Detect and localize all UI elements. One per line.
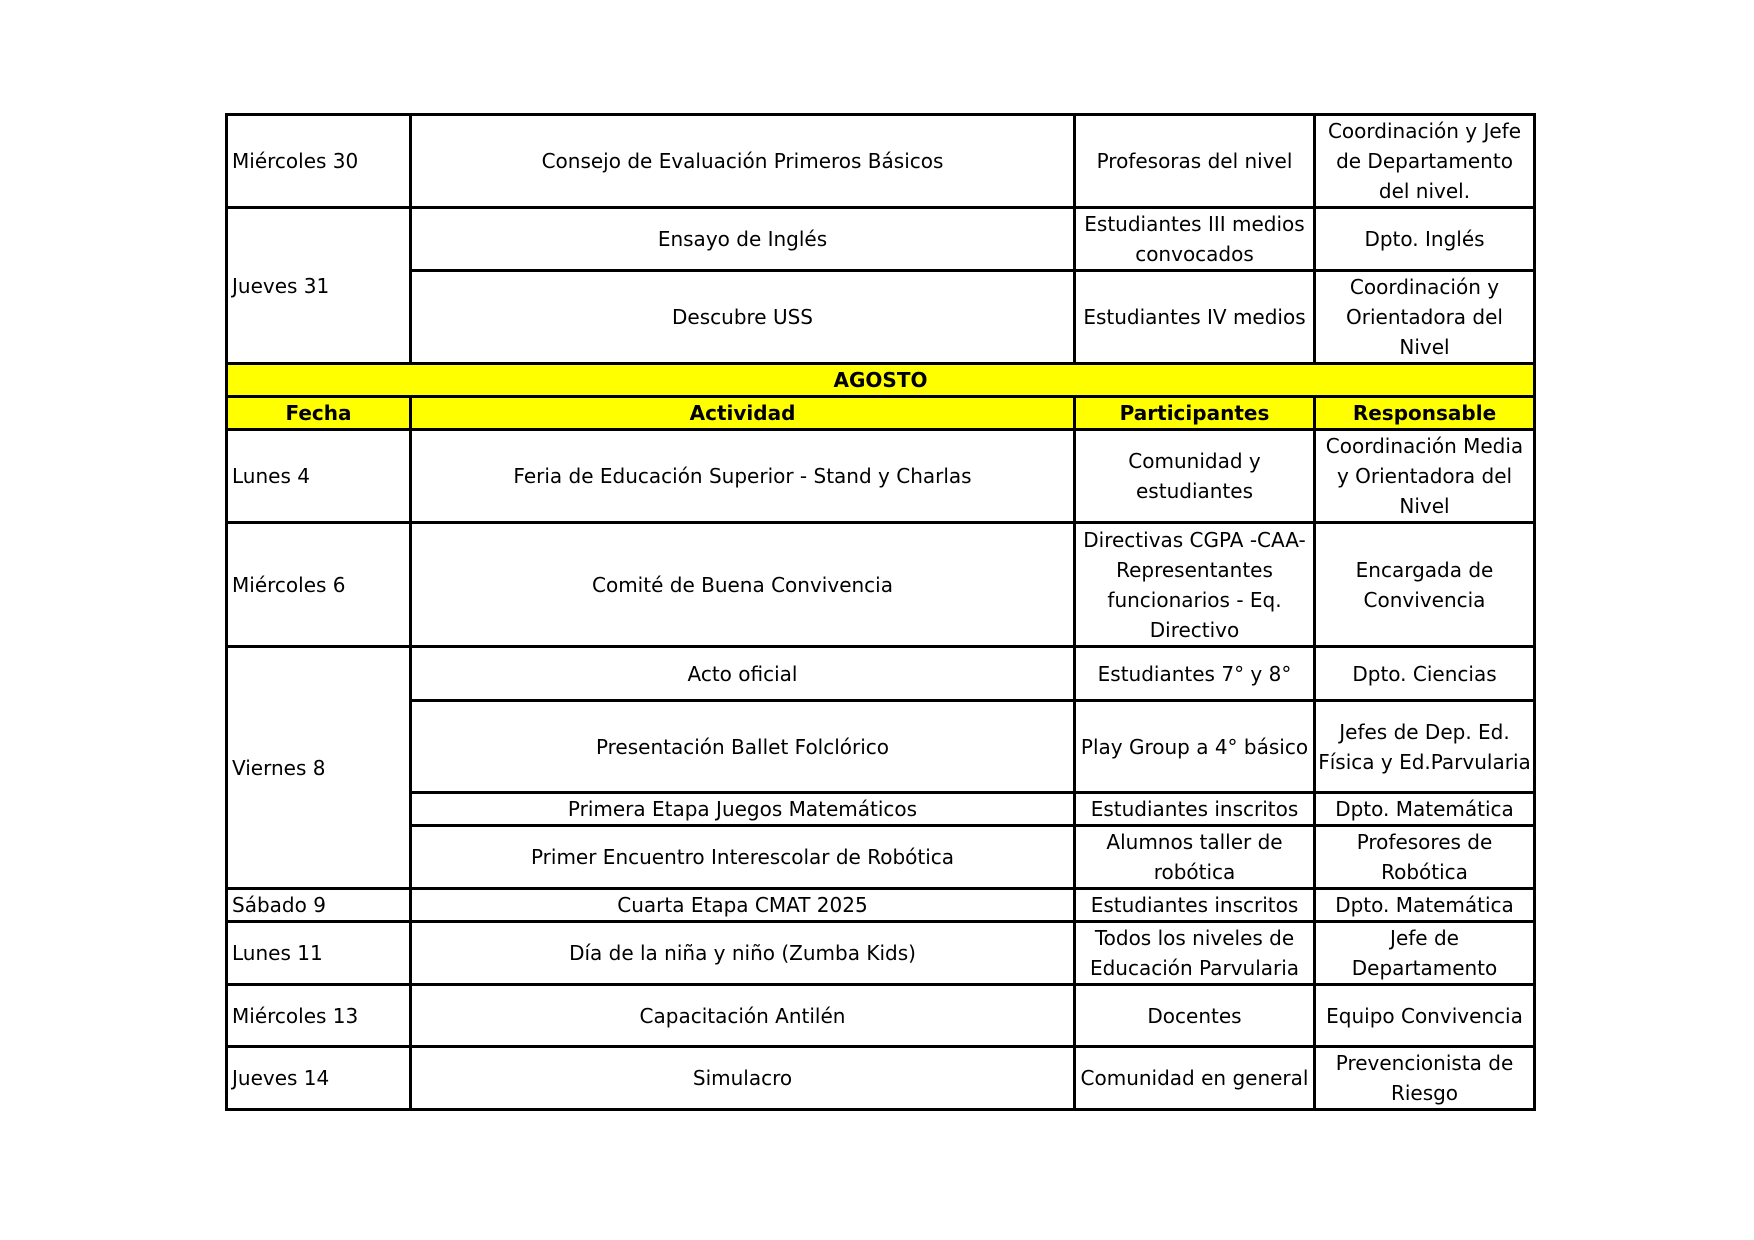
participants-cell: Comunidad en general [1075,1047,1315,1110]
participants-cell: Comunidad y estudiantes [1075,430,1315,523]
table-row [227,826,1535,889]
activity-cell: Día de la niña y niño (Zumba Kids) [411,922,1075,985]
date-cell: Sábado 9 [227,889,411,922]
activity-cell: Feria de Educación Superior - Stand y Charlas [411,430,1075,523]
activity-cell: Comité de Buena Convivencia [411,523,1075,647]
activity-cell: Simulacro [411,1047,1075,1110]
table-row [227,647,1535,701]
table-row [227,430,1535,523]
responsible-cell: Coordinación y Orientadora del Nivel [1315,271,1535,364]
participants-cell: Todos los niveles de Educación Parvularia [1075,922,1315,985]
table-row [227,922,1535,985]
participants-cell: Play Group a 4° básico [1075,701,1315,793]
table-row [227,985,1535,1047]
responsible-cell: Coordinación Media y Orientadora del Nivel [1315,430,1535,523]
table-row [227,208,1535,271]
participants-cell: Estudiantes III medios convocados [1075,208,1315,271]
activity-cell: Primera Etapa Juegos Matemáticos [411,793,1075,826]
table-row [227,1047,1535,1110]
participants-cell: Docentes [1075,985,1315,1047]
activity-cell: Cuarta Etapa CMAT 2025 [411,889,1075,922]
participants-cell: Estudiantes inscritos [1075,889,1315,922]
responsible-cell: Dpto. Matemática [1315,889,1535,922]
table-row [227,889,1535,922]
responsible-cell: Dpto. Matemática [1315,793,1535,826]
activity-schedule-table [225,113,1536,1111]
responsible-cell: Dpto. Ciencias [1315,647,1535,701]
participants-cell: Estudiantes IV medios [1075,271,1315,364]
header-actividad: Actividad [411,397,1075,430]
participants-cell: Estudiantes 7° y 8° [1075,647,1315,701]
responsible-cell: Coordinación y Jefe de Departamento del nivel. [1315,115,1535,208]
responsible-cell: Jefe de Departamento [1315,922,1535,985]
activity-cell: Consejo de Evaluación Primeros Básicos [411,115,1075,208]
participants-cell: Estudiantes inscritos [1075,793,1315,826]
participants-cell: Profesoras del nivel [1075,115,1315,208]
date-cell: Miércoles 13 [227,985,411,1047]
table-row [227,793,1535,826]
date-cell: Viernes 8 [227,647,411,889]
header-row [227,397,1535,430]
participants-cell: Alumnos taller de robótica [1075,826,1315,889]
table-row [227,271,1535,364]
date-cell: Jueves 14 [227,1047,411,1110]
activity-cell: Presentación Ballet Folclórico [411,701,1075,793]
activity-cell: Acto oficial [411,647,1075,701]
responsible-cell: Profesores de Robótica [1315,826,1535,889]
responsible-cell: Encargada de Convivencia [1315,523,1535,647]
section-title: AGOSTO [227,364,1535,397]
date-cell: Lunes 4 [227,430,411,523]
date-cell: Miércoles 30 [227,115,411,208]
activity-cell: Ensayo de Inglés [411,208,1075,271]
date-cell: Jueves 31 [227,208,411,364]
table-row [227,701,1535,793]
responsible-cell: Dpto. Inglés [1315,208,1535,271]
table-row [227,523,1535,647]
header-responsable: Responsable [1315,397,1535,430]
activity-cell: Descubre USS [411,271,1075,364]
participants-cell: Directivas CGPA -CAA- Representantes funcionarios - Eq. Directivo [1075,523,1315,647]
header-fecha: Fecha [227,397,411,430]
date-cell: Miércoles 6 [227,523,411,647]
header-participantes: Participantes [1075,397,1315,430]
responsible-cell: Equipo Convivencia [1315,985,1535,1047]
responsible-cell: Prevencionista de Riesgo [1315,1047,1535,1110]
activity-cell: Capacitación Antilén [411,985,1075,1047]
section-title-row [227,364,1535,397]
responsible-cell: Jefes de Dep. Ed. Física y Ed.Parvularia [1315,701,1535,793]
table-row [227,115,1535,208]
date-cell: Lunes 11 [227,922,411,985]
activity-cell: Primer Encuentro Interescolar de Robótica [411,826,1075,889]
